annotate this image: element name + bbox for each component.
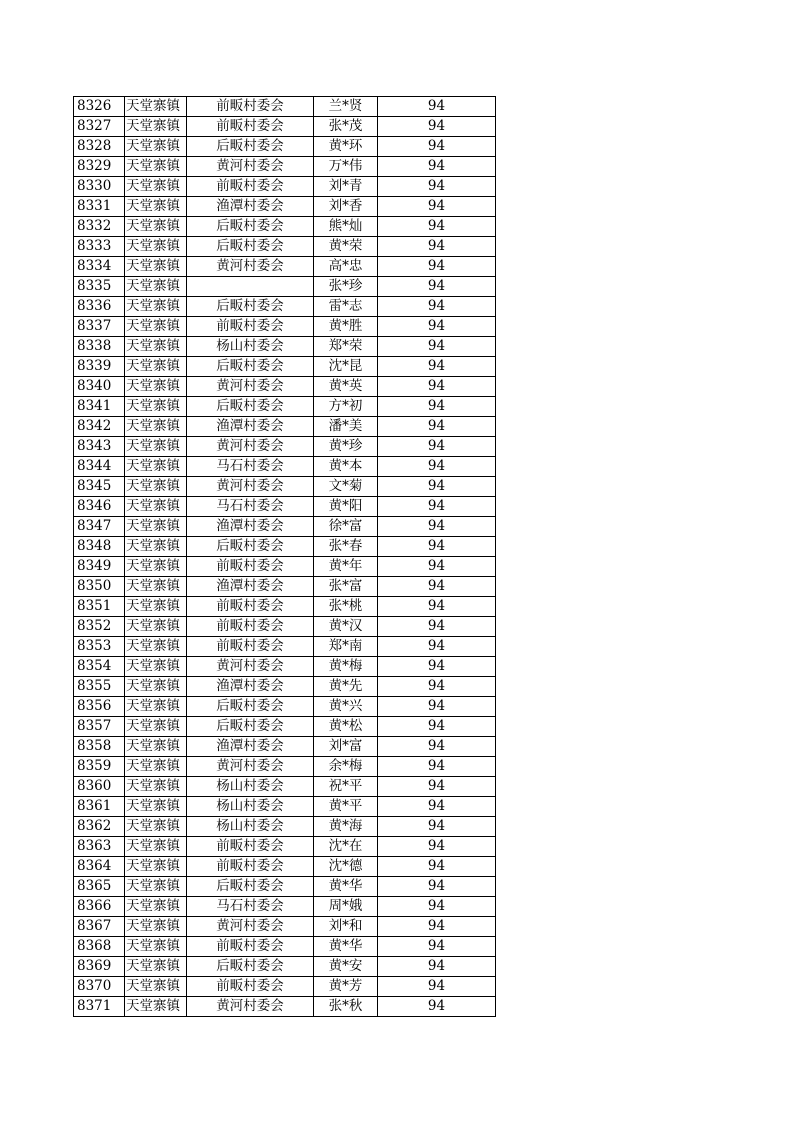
table-row	[74, 417, 496, 437]
row-number: 8355	[74, 677, 125, 697]
town-cell: 天堂寨镇	[125, 397, 187, 417]
town-cell: 天堂寨镇	[125, 977, 187, 997]
name-cell: 刘*富	[314, 737, 378, 757]
town-cell: 天堂寨镇	[125, 777, 187, 797]
village-cell: 黄河村委会	[187, 657, 314, 677]
town-cell: 天堂寨镇	[125, 477, 187, 497]
table-row	[74, 457, 496, 477]
score-cell: 94	[378, 957, 496, 977]
town-cell: 天堂寨镇	[125, 197, 187, 217]
name-cell: 黄*本	[314, 457, 378, 477]
name-cell: 黄*汉	[314, 617, 378, 637]
name-cell: 黄*华	[314, 937, 378, 957]
name-cell: 郑*荣	[314, 337, 378, 357]
village-cell: 前畈村委会	[187, 617, 314, 637]
table-row	[74, 857, 496, 877]
town-cell: 天堂寨镇	[125, 257, 187, 277]
town-cell: 天堂寨镇	[125, 677, 187, 697]
row-number: 8351	[74, 597, 125, 617]
table-row	[74, 737, 496, 757]
town-cell: 天堂寨镇	[125, 357, 187, 377]
table-row	[74, 157, 496, 177]
table-row	[74, 517, 496, 537]
village-cell: 马石村委会	[187, 497, 314, 517]
score-cell: 94	[378, 157, 496, 177]
village-cell: 后畈村委会	[187, 137, 314, 157]
village-cell: 渔潭村委会	[187, 417, 314, 437]
town-cell: 天堂寨镇	[125, 717, 187, 737]
table-row	[74, 797, 496, 817]
score-cell: 94	[378, 637, 496, 657]
table-row	[74, 117, 496, 137]
name-cell: 周*娥	[314, 897, 378, 917]
row-number: 8331	[74, 197, 125, 217]
village-cell: 黄河村委会	[187, 917, 314, 937]
name-cell: 黄*安	[314, 957, 378, 977]
score-cell: 94	[378, 557, 496, 577]
village-cell: 黄河村委会	[187, 997, 314, 1017]
table-row	[74, 377, 496, 397]
row-number: 8334	[74, 257, 125, 277]
row-number: 8328	[74, 137, 125, 157]
row-number: 8353	[74, 637, 125, 657]
village-cell: 杨山村委会	[187, 777, 314, 797]
score-cell: 94	[378, 477, 496, 497]
row-number: 8370	[74, 977, 125, 997]
row-number: 8333	[74, 237, 125, 257]
town-cell: 天堂寨镇	[125, 137, 187, 157]
score-cell: 94	[378, 897, 496, 917]
table-row	[74, 297, 496, 317]
name-cell: 万*伟	[314, 157, 378, 177]
town-cell: 天堂寨镇	[125, 97, 187, 117]
table-row	[74, 837, 496, 857]
village-cell	[187, 277, 314, 297]
score-cell: 94	[378, 877, 496, 897]
table-row	[74, 177, 496, 197]
row-number: 8327	[74, 117, 125, 137]
table-row	[74, 977, 496, 997]
score-cell: 94	[378, 397, 496, 417]
table-row	[74, 237, 496, 257]
village-cell: 黄河村委会	[187, 477, 314, 497]
village-cell: 前畈村委会	[187, 637, 314, 657]
name-cell: 沈*德	[314, 857, 378, 877]
town-cell: 天堂寨镇	[125, 237, 187, 257]
name-cell: 郑*南	[314, 637, 378, 657]
town-cell: 天堂寨镇	[125, 437, 187, 457]
village-cell: 后畈村委会	[187, 877, 314, 897]
score-cell: 94	[378, 737, 496, 757]
village-cell: 后畈村委会	[187, 697, 314, 717]
name-cell: 黄*环	[314, 137, 378, 157]
table-row	[74, 637, 496, 657]
score-cell: 94	[378, 417, 496, 437]
name-cell: 黄*先	[314, 677, 378, 697]
score-cell: 94	[378, 137, 496, 157]
row-number: 8364	[74, 857, 125, 877]
village-cell: 后畈村委会	[187, 237, 314, 257]
village-cell: 前畈村委会	[187, 117, 314, 137]
score-cell: 94	[378, 937, 496, 957]
name-cell: 张*富	[314, 577, 378, 597]
table-row	[74, 257, 496, 277]
name-cell: 黄*兴	[314, 697, 378, 717]
row-number: 8350	[74, 577, 125, 597]
town-cell: 天堂寨镇	[125, 517, 187, 537]
table-row	[74, 897, 496, 917]
row-number: 8337	[74, 317, 125, 337]
row-number: 8341	[74, 397, 125, 417]
name-cell: 祝*平	[314, 777, 378, 797]
town-cell: 天堂寨镇	[125, 277, 187, 297]
row-number: 8345	[74, 477, 125, 497]
name-cell: 余*梅	[314, 757, 378, 777]
village-cell: 马石村委会	[187, 457, 314, 477]
table-row	[74, 577, 496, 597]
name-cell: 雷*志	[314, 297, 378, 317]
village-cell: 杨山村委会	[187, 337, 314, 357]
score-cell: 94	[378, 777, 496, 797]
row-number: 8346	[74, 497, 125, 517]
row-number: 8339	[74, 357, 125, 377]
village-cell: 渔潭村委会	[187, 577, 314, 597]
table-row	[74, 757, 496, 777]
village-cell: 前畈村委会	[187, 317, 314, 337]
score-cell: 94	[378, 697, 496, 717]
name-cell: 黄*荣	[314, 237, 378, 257]
table-row	[74, 777, 496, 797]
name-cell: 黄*平	[314, 797, 378, 817]
table-row	[74, 337, 496, 357]
village-cell: 渔潭村委会	[187, 197, 314, 217]
village-cell: 杨山村委会	[187, 797, 314, 817]
table-row	[74, 717, 496, 737]
row-number: 8356	[74, 697, 125, 717]
score-cell: 94	[378, 597, 496, 617]
table-row	[74, 697, 496, 717]
table-body	[74, 97, 496, 1017]
town-cell: 天堂寨镇	[125, 337, 187, 357]
table-row	[74, 957, 496, 977]
town-cell: 天堂寨镇	[125, 537, 187, 557]
table-row	[74, 917, 496, 937]
row-number: 8361	[74, 797, 125, 817]
score-cell: 94	[378, 97, 496, 117]
name-cell: 刘*青	[314, 177, 378, 197]
score-cell: 94	[378, 337, 496, 357]
town-cell: 天堂寨镇	[125, 957, 187, 977]
town-cell: 天堂寨镇	[125, 177, 187, 197]
village-cell: 前畈村委会	[187, 597, 314, 617]
score-cell: 94	[378, 917, 496, 937]
score-cell: 94	[378, 117, 496, 137]
village-cell: 马石村委会	[187, 897, 314, 917]
score-cell: 94	[378, 177, 496, 197]
row-number: 8362	[74, 817, 125, 837]
table-row	[74, 397, 496, 417]
row-number: 8343	[74, 437, 125, 457]
town-cell: 天堂寨镇	[125, 577, 187, 597]
table-row	[74, 477, 496, 497]
row-number: 8358	[74, 737, 125, 757]
town-cell: 天堂寨镇	[125, 697, 187, 717]
name-cell: 张*珍	[314, 277, 378, 297]
row-number: 8352	[74, 617, 125, 637]
town-cell: 天堂寨镇	[125, 897, 187, 917]
name-cell: 徐*富	[314, 517, 378, 537]
village-cell: 前畈村委会	[187, 97, 314, 117]
village-cell: 黄河村委会	[187, 257, 314, 277]
row-number: 8338	[74, 337, 125, 357]
row-number: 8360	[74, 777, 125, 797]
village-cell: 后畈村委会	[187, 217, 314, 237]
name-cell: 黄*胜	[314, 317, 378, 337]
name-cell: 兰*贤	[314, 97, 378, 117]
name-cell: 黄*梅	[314, 657, 378, 677]
village-cell: 前畈村委会	[187, 937, 314, 957]
table-row	[74, 677, 496, 697]
name-cell: 沈*在	[314, 837, 378, 857]
town-cell: 天堂寨镇	[125, 817, 187, 837]
score-cell: 94	[378, 797, 496, 817]
town-cell: 天堂寨镇	[125, 837, 187, 857]
town-cell: 天堂寨镇	[125, 757, 187, 777]
village-cell: 后畈村委会	[187, 297, 314, 317]
row-number: 8367	[74, 917, 125, 937]
table-row	[74, 937, 496, 957]
village-cell: 前畈村委会	[187, 177, 314, 197]
row-number: 8348	[74, 537, 125, 557]
village-cell: 黄河村委会	[187, 157, 314, 177]
score-cell: 94	[378, 757, 496, 777]
table-row	[74, 357, 496, 377]
row-number: 8368	[74, 937, 125, 957]
village-cell: 黄河村委会	[187, 757, 314, 777]
village-cell: 黄河村委会	[187, 437, 314, 457]
town-cell: 天堂寨镇	[125, 417, 187, 437]
score-cell: 94	[378, 617, 496, 637]
village-cell: 渔潭村委会	[187, 737, 314, 757]
village-cell: 后畈村委会	[187, 397, 314, 417]
town-cell: 天堂寨镇	[125, 857, 187, 877]
town-cell: 天堂寨镇	[125, 737, 187, 757]
village-cell: 黄河村委会	[187, 377, 314, 397]
row-number: 8371	[74, 997, 125, 1017]
table-row	[74, 317, 496, 337]
town-cell: 天堂寨镇	[125, 797, 187, 817]
table-row	[74, 597, 496, 617]
score-cell: 94	[378, 377, 496, 397]
row-number: 8363	[74, 837, 125, 857]
table-row	[74, 137, 496, 157]
name-cell: 文*菊	[314, 477, 378, 497]
row-number: 8332	[74, 217, 125, 237]
score-cell: 94	[378, 357, 496, 377]
town-cell: 天堂寨镇	[125, 297, 187, 317]
row-number: 8329	[74, 157, 125, 177]
village-cell: 前畈村委会	[187, 557, 314, 577]
row-number: 8357	[74, 717, 125, 737]
row-number: 8366	[74, 897, 125, 917]
table-row	[74, 817, 496, 837]
table-row	[74, 197, 496, 217]
score-cell: 94	[378, 997, 496, 1017]
row-number: 8335	[74, 277, 125, 297]
row-number: 8354	[74, 657, 125, 677]
town-cell: 天堂寨镇	[125, 457, 187, 477]
score-cell: 94	[378, 657, 496, 677]
name-cell: 黄*年	[314, 557, 378, 577]
name-cell: 沈*昆	[314, 357, 378, 377]
name-cell: 张*春	[314, 537, 378, 557]
village-cell: 后畈村委会	[187, 537, 314, 557]
table-row	[74, 657, 496, 677]
score-cell: 94	[378, 817, 496, 837]
name-cell: 熊*灿	[314, 217, 378, 237]
row-number: 8342	[74, 417, 125, 437]
score-cell: 94	[378, 577, 496, 597]
name-cell: 刘*香	[314, 197, 378, 217]
score-cell: 94	[378, 457, 496, 477]
score-cell: 94	[378, 977, 496, 997]
score-cell: 94	[378, 317, 496, 337]
name-cell: 黄*珍	[314, 437, 378, 457]
town-cell: 天堂寨镇	[125, 997, 187, 1017]
name-cell: 潘*美	[314, 417, 378, 437]
town-cell: 天堂寨镇	[125, 217, 187, 237]
town-cell: 天堂寨镇	[125, 317, 187, 337]
town-cell: 天堂寨镇	[125, 617, 187, 637]
score-cell: 94	[378, 437, 496, 457]
village-cell: 前畈村委会	[187, 857, 314, 877]
village-cell: 渔潭村委会	[187, 517, 314, 537]
name-cell: 张*秋	[314, 997, 378, 1017]
table-row	[74, 497, 496, 517]
score-cell: 94	[378, 537, 496, 557]
score-cell: 94	[378, 237, 496, 257]
name-cell: 刘*和	[314, 917, 378, 937]
score-cell: 94	[378, 837, 496, 857]
score-cell: 94	[378, 217, 496, 237]
name-cell: 方*初	[314, 397, 378, 417]
row-number: 8340	[74, 377, 125, 397]
row-number: 8365	[74, 877, 125, 897]
table-row	[74, 97, 496, 117]
town-cell: 天堂寨镇	[125, 497, 187, 517]
score-cell: 94	[378, 677, 496, 697]
name-cell: 张*桃	[314, 597, 378, 617]
table-row	[74, 537, 496, 557]
town-cell: 天堂寨镇	[125, 157, 187, 177]
table-row	[74, 277, 496, 297]
table-row	[74, 217, 496, 237]
row-number: 8359	[74, 757, 125, 777]
name-cell: 黄*芳	[314, 977, 378, 997]
town-cell: 天堂寨镇	[125, 377, 187, 397]
row-number: 8349	[74, 557, 125, 577]
table-row	[74, 617, 496, 637]
name-cell: 黄*英	[314, 377, 378, 397]
score-cell: 94	[378, 717, 496, 737]
name-cell: 黄*松	[314, 717, 378, 737]
score-cell: 94	[378, 297, 496, 317]
row-number: 8330	[74, 177, 125, 197]
table-row	[74, 877, 496, 897]
village-cell: 后畈村委会	[187, 957, 314, 977]
name-cell: 黄*华	[314, 877, 378, 897]
village-cell: 前畈村委会	[187, 977, 314, 997]
score-cell: 94	[378, 857, 496, 877]
town-cell: 天堂寨镇	[125, 637, 187, 657]
row-number: 8347	[74, 517, 125, 537]
row-number: 8369	[74, 957, 125, 977]
name-cell: 黄*海	[314, 817, 378, 837]
village-cell: 渔潭村委会	[187, 677, 314, 697]
score-cell: 94	[378, 277, 496, 297]
name-cell: 张*茂	[314, 117, 378, 137]
name-cell: 黄*阳	[314, 497, 378, 517]
name-cell: 高*忠	[314, 257, 378, 277]
village-cell: 前畈村委会	[187, 837, 314, 857]
village-cell: 后畈村委会	[187, 717, 314, 737]
row-number: 8336	[74, 297, 125, 317]
table-row	[74, 997, 496, 1017]
row-number: 8326	[74, 97, 125, 117]
town-cell: 天堂寨镇	[125, 917, 187, 937]
data-table	[73, 96, 496, 1017]
row-number: 8344	[74, 457, 125, 477]
town-cell: 天堂寨镇	[125, 877, 187, 897]
village-cell: 杨山村委会	[187, 817, 314, 837]
score-cell: 94	[378, 517, 496, 537]
town-cell: 天堂寨镇	[125, 557, 187, 577]
table-row	[74, 437, 496, 457]
town-cell: 天堂寨镇	[125, 937, 187, 957]
town-cell: 天堂寨镇	[125, 657, 187, 677]
town-cell: 天堂寨镇	[125, 117, 187, 137]
score-cell: 94	[378, 257, 496, 277]
table-row	[74, 557, 496, 577]
score-cell: 94	[378, 497, 496, 517]
score-cell: 94	[378, 197, 496, 217]
village-cell: 后畈村委会	[187, 357, 314, 377]
town-cell: 天堂寨镇	[125, 597, 187, 617]
